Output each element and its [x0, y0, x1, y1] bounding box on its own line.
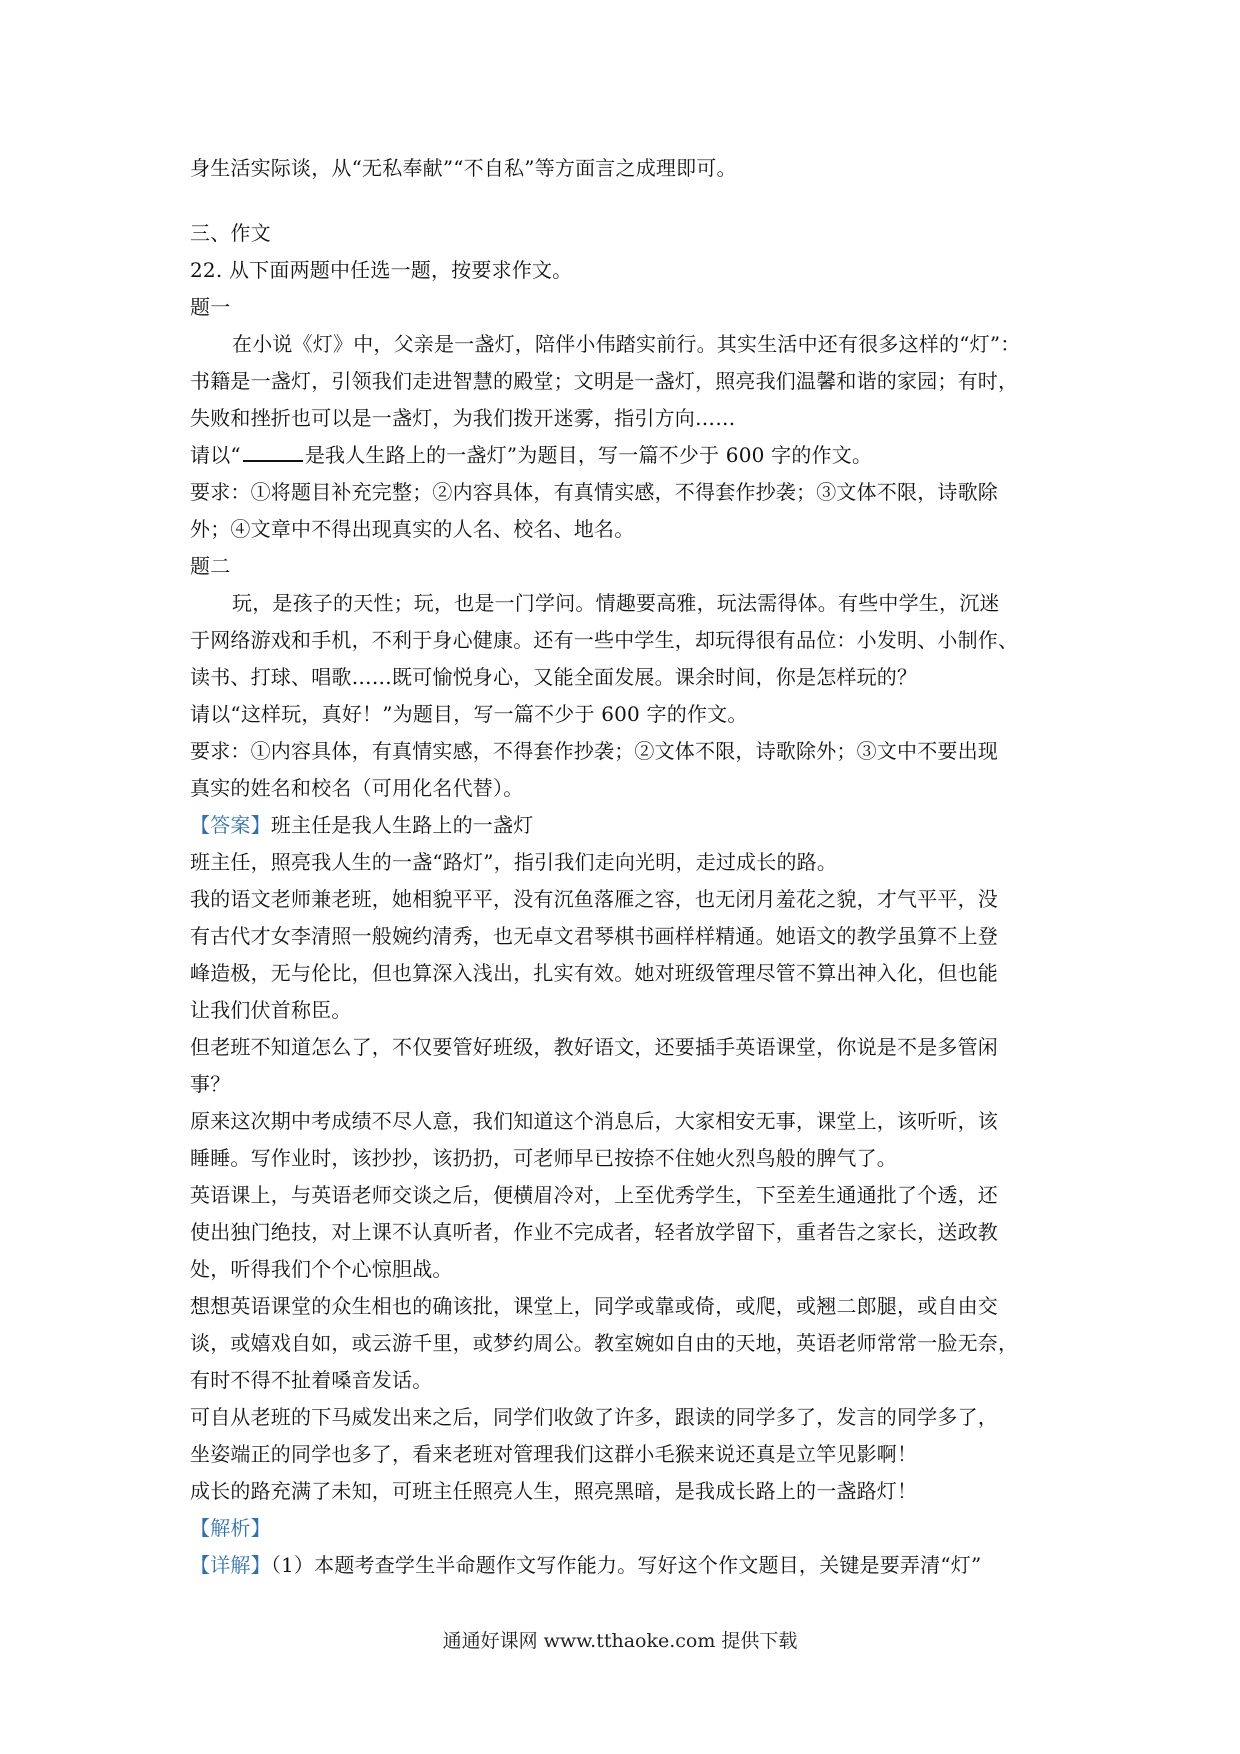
text-line — [190, 622, 1062, 659]
line-text: 班主任，照亮我人生的一盏“路灯”，指引我们走向光明，走过成长的路。 — [190, 850, 838, 874]
text-line — [190, 918, 1062, 955]
text-line — [190, 992, 1062, 1029]
text-line — [190, 289, 1062, 326]
text-line — [190, 807, 1062, 844]
text-line — [190, 1066, 1062, 1103]
text-line — [190, 1288, 1062, 1325]
line-text: 22. 从下面两题中任选一题，按要求作文。 — [190, 258, 573, 282]
line-text: 题一 — [190, 295, 231, 319]
line-text: 处，听得我们个个心惊胆战。 — [190, 1257, 453, 1281]
text-line — [190, 363, 1062, 400]
text-line — [190, 1473, 1062, 1510]
document-body — [190, 150, 1062, 1584]
line-text: 事？ — [190, 1072, 231, 1096]
line-text: 班主任是我人生路上的一盏灯 — [270, 813, 534, 837]
text-line — [190, 548, 1062, 585]
section-tag: 【解析】 — [190, 1516, 271, 1540]
fill-in-blank — [243, 440, 303, 462]
line-text: 身生活实际谈，从“无私奉献”“不自私”等方面言之成理即可。 — [190, 156, 737, 180]
line-text: 外；④文章中不得出现真实的人名、校名、地名。 — [190, 517, 635, 541]
text-line — [190, 1547, 1062, 1584]
line-text: 坐姿端正的同学也多了，看来老班对管理我们这群小毛猴来说还真是立竿见影啊！ — [190, 1442, 918, 1466]
text-line — [190, 252, 1062, 289]
line-text: 有时不得不扯着嗓音发话。 — [190, 1368, 433, 1392]
text-line — [190, 1399, 1062, 1436]
page-footer: 通通好课网 www.tthaoke.com 提供下载 — [442, 1630, 798, 1652]
line-text: 让我们伏首称臣。 — [190, 998, 352, 1022]
line-text: 三、作文 — [190, 221, 271, 245]
line-text: 要求：①内容具体，有真情实感，不得套作抄袭；②文体不限，诗歌除外；③文中不要出现 — [190, 739, 998, 763]
line-text: 题二 — [190, 554, 231, 578]
text-line — [190, 437, 1062, 474]
section-tag: 【详解】 — [190, 1553, 271, 1577]
text-line — [190, 215, 1062, 252]
line-text: 玩，是孩子的天性；玩，也是一门学问。情趣要高雅，玩法需得体。有些中学生，沉迷 — [232, 591, 1000, 615]
text-line — [190, 150, 1062, 187]
text-line — [190, 955, 1062, 992]
text-line — [190, 1436, 1062, 1473]
text-line — [190, 1362, 1062, 1399]
line-text: 我的语文老师兼老班，她相貌平平，没有沉鱼落雁之容，也无闭月羞花之貌，才气平平，没 — [190, 887, 998, 911]
line-text: 失败和挫折也可以是一盏灯，为我们拨开迷雾，指引方向…… — [190, 406, 736, 430]
line-text: 读书、打球、唱歌……既可愉悦身心，又能全面发展。课余时间，你是怎样玩的？ — [190, 665, 918, 689]
text-line — [190, 770, 1062, 807]
text-line — [190, 1214, 1062, 1251]
line-text: 英语课上，与英语老师交谈之后，便横眉冷对，上至优秀学生，下至差生通通批了个透，还 — [190, 1183, 998, 1207]
line-text: 真实的姓名和校名（可用化名代替）。 — [190, 776, 524, 800]
line-text: 可自从老班的下马威发出来之后，同学们收敛了许多，跟读的同学多了，发言的同学多了， — [190, 1405, 998, 1429]
text-line — [190, 659, 1062, 696]
line-text: 于网络游戏和手机，不利于身心健康。还有一些中学生，却玩得很有品位：小发明、小制作、 — [190, 628, 1019, 652]
line-text: 峰造极，无与伦比，但也算深入浅出，扎实有效。她对班级管理尽管不算出神入化，但也能 — [190, 961, 998, 985]
text-line — [190, 585, 1062, 622]
line-text: 有古代才女李清照一般婉约清秀，也无卓文君琴棋书画样样精通。她语文的教学虽算不上登 — [190, 924, 998, 948]
line-text: （1）本题考查学生半命题作文写作能力。写好这个作文题目，关键是要弄清“灯” — [270, 1553, 982, 1577]
line-text: 原来这次期中考成绩不尽人意，我们知道这个消息后，大家相安无事，课堂上，该听听，该 — [190, 1109, 998, 1133]
line-text: 要求：①将题目补充完整；②内容具体，有真情实感，不得套作抄袭；③文体不限，诗歌除 — [190, 480, 998, 504]
line-text: 谈，或嬉戏自如，或云游千里，或梦约周公。教室婉如自由的天地，英语老师常常一脸无奈， — [190, 1331, 1019, 1355]
text-line — [190, 1251, 1062, 1288]
text-line — [190, 1103, 1062, 1140]
text-line — [190, 1140, 1062, 1177]
line-text: 请以“这样玩，真好！”为题目，写一篇不少于 600 字的作文。 — [190, 702, 748, 726]
line-text: 但老班不知道怎么了，不仅要管好班级，教好语文，还要插手英语课堂，你说是不是多管闲 — [190, 1035, 998, 1059]
text-line — [190, 326, 1062, 363]
text-line — [190, 881, 1062, 918]
text-before-blank: 请以“ — [190, 443, 241, 467]
text-line — [190, 696, 1062, 733]
text-line — [190, 1177, 1062, 1214]
text-line — [190, 844, 1062, 881]
text-line — [190, 1325, 1062, 1362]
line-text: 在小说《灯》中，父亲是一盏灯，陪伴小伟踏实前行。其实生活中还有很多这样的“灯”： — [232, 332, 1021, 356]
section-tag: 【答案】 — [190, 813, 271, 837]
line-text: 成长的路充满了未知，可班主任照亮人生，照亮黑暗，是我成长路上的一盏路灯！ — [190, 1479, 918, 1503]
text-line — [190, 1510, 1062, 1547]
line-text: 书籍是一盏灯，引领我们走进智慧的殿堂；文明是一盏灯，照亮我们温馨和谐的家园；有时， — [190, 369, 1019, 393]
text-after-blank: 是我人生路上的一盏灯”为题目，写一篇不少于 600 字的作文。 — [304, 443, 873, 467]
paragraph-gap — [190, 187, 1062, 215]
line-text: 使出独门绝技，对上课不认真听者，作业不完成者，轻者放学留下，重者告之家长，送政教 — [190, 1220, 998, 1244]
text-line — [190, 400, 1062, 437]
text-line — [190, 474, 1062, 511]
line-text: 想想英语课堂的众生相也的确该批，课堂上，同学或靠或倚，或爬，或翘二郎腿，或自由交 — [190, 1294, 998, 1318]
line-text: 睡睡。写作业时，该抄抄，该扔扔，可老师早已按捺不住她火烈鸟般的脾气了。 — [190, 1146, 897, 1170]
text-line — [190, 1029, 1062, 1066]
text-line — [190, 733, 1062, 770]
text-line — [190, 511, 1062, 548]
